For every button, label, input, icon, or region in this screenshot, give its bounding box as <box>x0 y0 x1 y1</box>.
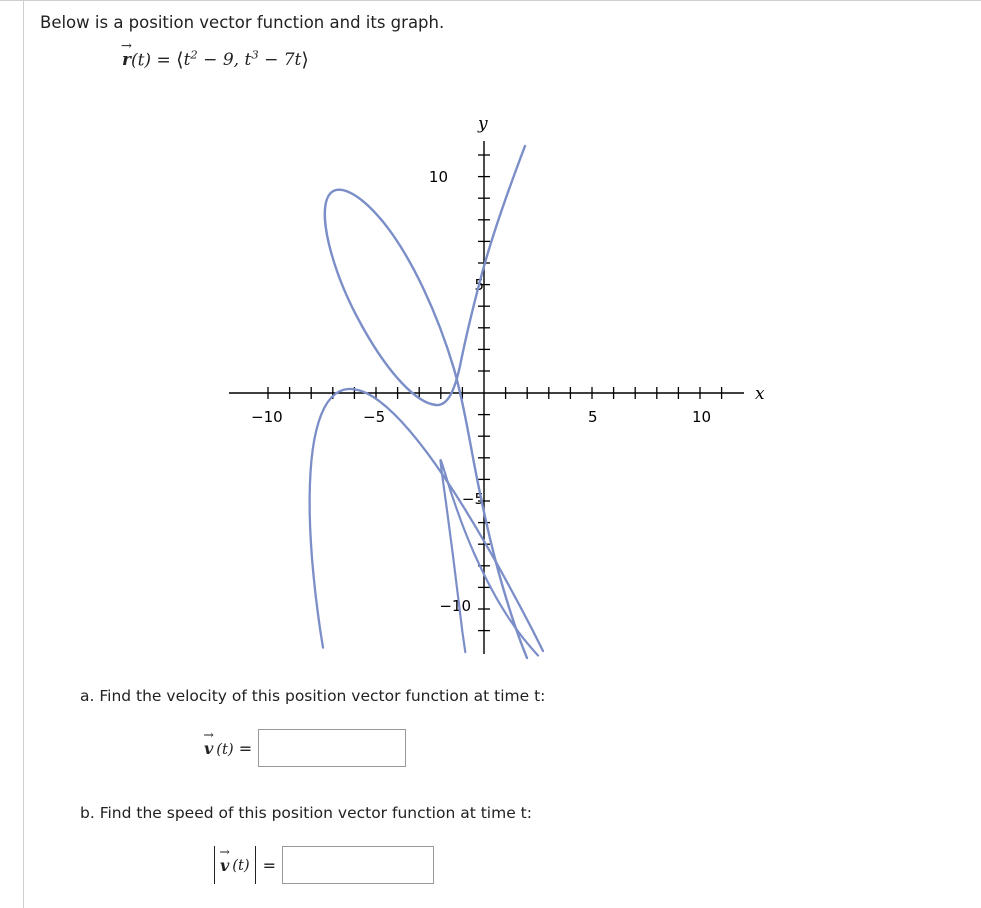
answer-row-b <box>209 843 434 884</box>
component-y: $t^3 - 7t$ <box>244 47 302 71</box>
question-a-prompt <box>80 687 545 705</box>
formula-argument: (t) <box>130 50 152 71</box>
velocity-arg: (t) <box>213 740 234 758</box>
curve-path <box>441 460 539 655</box>
question-b-prompt <box>80 804 532 822</box>
angle-open: ⟨ <box>176 49 184 71</box>
velocity-answer-input[interactable] <box>258 729 406 767</box>
worksheet-page <box>24 1 981 908</box>
vector-v-symbol: → v <box>203 726 214 758</box>
ytick-label-10: 10 <box>428 168 448 186</box>
speed-lhs <box>209 843 282 884</box>
velocity-equals: = <box>238 738 253 758</box>
speed-arg: (t) <box>229 856 250 874</box>
component-x: $t^2 - 9$, <box>183 47 240 71</box>
question-a-text: a. Find the velocity of this position vector function at time t: <box>80 687 546 705</box>
vector-arrow-icon: → <box>203 726 214 742</box>
abs-bar-right <box>255 846 256 884</box>
position-vector-formula <box>120 38 309 71</box>
speed-equals: = <box>262 855 277 875</box>
formula-equals: = <box>156 50 171 71</box>
curve <box>310 389 543 651</box>
question-b-text: b. Find the speed of this position vector function at time t: <box>80 804 532 822</box>
speed-answer-input[interactable] <box>282 846 434 884</box>
ytick-label-5: 5 <box>474 276 484 294</box>
velocity-lhs <box>203 726 258 758</box>
xtick-label-10: 10 <box>692 408 712 426</box>
answer-row-a <box>203 726 406 767</box>
vector-arrow-icon: → <box>219 843 230 859</box>
xtick-label--10: −10 <box>251 408 283 426</box>
vector-v-symbol-b: → v <box>219 843 230 875</box>
parametric-graph <box>154 101 794 671</box>
intro-text: Below is a position vector function and its graph. <box>40 13 445 32</box>
xtick-label--5: −5 <box>363 408 386 426</box>
ytick-label--5: −5 <box>461 490 484 508</box>
ytick-label--10: −10 <box>439 597 471 615</box>
axis-label-x: x <box>755 384 765 404</box>
vector-arrow-icon: → <box>120 38 133 54</box>
axis-label-y: y <box>478 114 488 134</box>
abs-bar-left <box>214 846 215 884</box>
xtick-label-5: 5 <box>588 408 598 426</box>
angle-close: ⟩ <box>301 49 309 71</box>
vector-r-symbol: → r <box>120 38 133 71</box>
